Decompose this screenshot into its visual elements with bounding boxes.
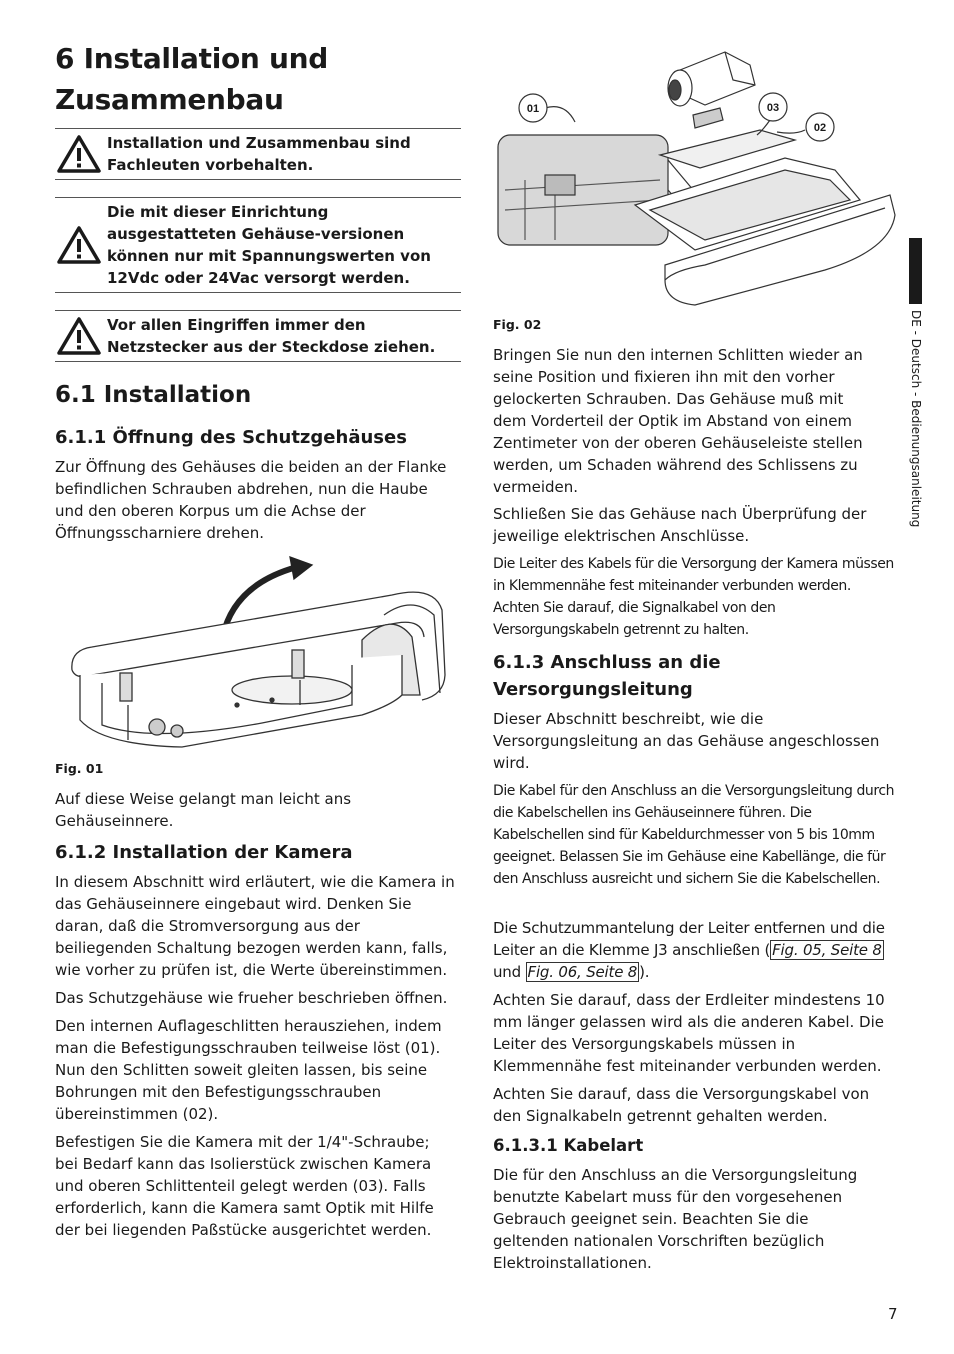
figure-caption: Fig. 02 <box>493 317 542 332</box>
paragraph: Bringen Sie nun den internen Schlitten wieder an seine Position und fixieren ihn mit den vorher gelockerten Schrauben. Das Gehäuse muß mit dem Vorderteil der Optik im Abstand von einem Zentimeter von der oberen Gehäuseleiste stellen werden, um Schaden während des Schlissens zu vermeiden. <box>493 346 863 496</box>
warning-text: Installation und Zusammenbau sind Fachleuten vorbehalten. <box>107 134 411 174</box>
link-fig-06[interactable]: Fig. 06, Seite 8 <box>527 963 638 981</box>
warning-box <box>55 197 461 293</box>
paragraph: Schließen Sie das Gehäuse nach Überprüfung der jeweilige elektrischen Anschlüsse. <box>493 505 867 545</box>
paragraph-text: Die Schutzummantelung der Leiter entfernen und die Leiter an die Klemme J3 anschließen ( <box>493 919 885 959</box>
page-title: 6 Installation und Zusammenbau <box>55 42 329 116</box>
paragraph: Dieser Abschnitt beschreibt, wie die Versorgungsleitung an das Gehäuse angeschlossen wird. <box>493 710 880 772</box>
paragraph: Die für den Anschluss an die Versorgungsleitung benutzte Kabelart muss für den vorgesehenen Gebrauch geeignet sein. Beachten Sie die geltenden nationalen Vorschriften bezüglich Elektroinstallationen. <box>493 1166 858 1272</box>
section-heading-6-1-3-1: 6.1.3.1 Kabelart <box>493 1136 644 1155</box>
warning-triangle-icon <box>57 316 101 356</box>
link-fig-05[interactable]: Fig. 05, Seite 8 <box>772 941 882 959</box>
section-heading-6-1-2: 6.1.2 Installation der Kamera <box>55 842 353 863</box>
callout-01: 01 <box>526 103 540 115</box>
callout-02: 02 <box>813 122 827 134</box>
paragraph: Auf diese Weise gelangt man leicht ans Gehäuseinnere. <box>55 790 352 830</box>
section-heading-6-1: 6.1 Installation <box>55 382 252 408</box>
paragraph: Den internen Auflageschlitten herausziehen, indem man die Befestigungsschrauben teilweise löst (01). Nun den Schlitten soweit gleiten lassen, bis seine Bohrungen mit den Befestigungsschrauben übereinstimmen (02). <box>55 1017 442 1123</box>
paragraph: Zur Öffnung des Gehäuses die beiden an der Flanke befindlichen Schrauben abdrehen, nun die Haube und den oberen Korpus um die Achse der Öffnungsscharniere drehen. <box>55 458 447 542</box>
paragraph <box>493 917 903 983</box>
callout-03: 03 <box>766 102 780 114</box>
paragraph-text: und <box>493 963 526 981</box>
side-label <box>908 310 924 560</box>
paragraph-text: ). <box>639 963 650 981</box>
paragraph: Das Schutzgehäuse wie frueher beschrieben öffnen. <box>55 989 448 1007</box>
paragraph: Befestigen Sie die Kamera mit der 1/4"-Schraube; bei Bedarf kann das Isolierstück zwischen Kamera und oberen Schlittenteil gelegt werden (03). Falls erforderlich, kann die Kamera samt Optik mit Hilfe der bei liegenden Paßstücke ausgerichtet werden. <box>55 1133 434 1239</box>
warning-box <box>55 128 461 180</box>
warning-box <box>55 310 461 362</box>
side-tab-marker <box>909 238 922 304</box>
paragraph: Achten Sie darauf, dass der Erdleiter mindestens 10 mm länger gelassen wird als die anderen Kabel. Die Leiter des Versorgungskabels müssen in Klemmennähe fest miteinander verbunden werden. <box>493 991 885 1075</box>
side-label-text: DE - Deutsch - Bedienungsanleitung <box>909 310 923 528</box>
paragraph: Achten Sie darauf, dass die Versorgungskabel von den Signalkabeln getrennt gehalten werden. <box>493 1085 870 1125</box>
paragraph: Die Leiter des Kabels für die Versorgung der Kamera müssen in Klemmennähe fest miteinander verbunden werden. Achten Sie darauf, die Signalkabel von den Versorgungskabeln getrennt zu halten. <box>493 556 894 638</box>
warning-triangle-icon <box>57 134 101 174</box>
warning-text: Vor allen Eingriffen immer den Netzstecker aus der Steckdose ziehen. <box>107 316 436 356</box>
warning-text: Die mit dieser Einrichtung ausgestatteten Gehäuse-versionen können nur mit Spannungswerten von 12Vdc oder 24Vac versorgt werden. <box>107 203 431 287</box>
figure-caption: Fig. 01 <box>55 761 104 776</box>
warning-triangle-icon <box>57 225 101 265</box>
section-heading-6-1-3: 6.1.3 Anschluss an die Versorgungsleitung <box>493 652 721 700</box>
figure-02-camera-installation <box>495 40 900 308</box>
paragraph: Die Kabel für den Anschluss an die Versorgungsleitung durch die Kabelschellen ins Gehäuseinnere führen. Die Kabelschellen sind für Kabeldurchmesser von 5 bis 10mm geeignet. Belassen Sie im Gehäuse eine Kabellänge, die für den Anschluss ausreicht und sichern Sie die Kabelschellen. <box>493 783 895 887</box>
figure-01-open-housing <box>62 555 452 750</box>
section-heading-6-1-1: 6.1.1 Öffnung des Schutzgehäuses <box>55 427 407 448</box>
paragraph: In diesem Abschnitt wird erläutert, wie die Kamera in das Gehäuseinnere eingebaut wird. Denken Sie daran, daß die Stromversorgung aus der beiliegenden Schaltung bezogen werden kann, falls, wie vorher zu prüfen ist, die Werte übereinstimmen. <box>55 873 455 979</box>
page-number: 7 <box>888 1305 898 1323</box>
